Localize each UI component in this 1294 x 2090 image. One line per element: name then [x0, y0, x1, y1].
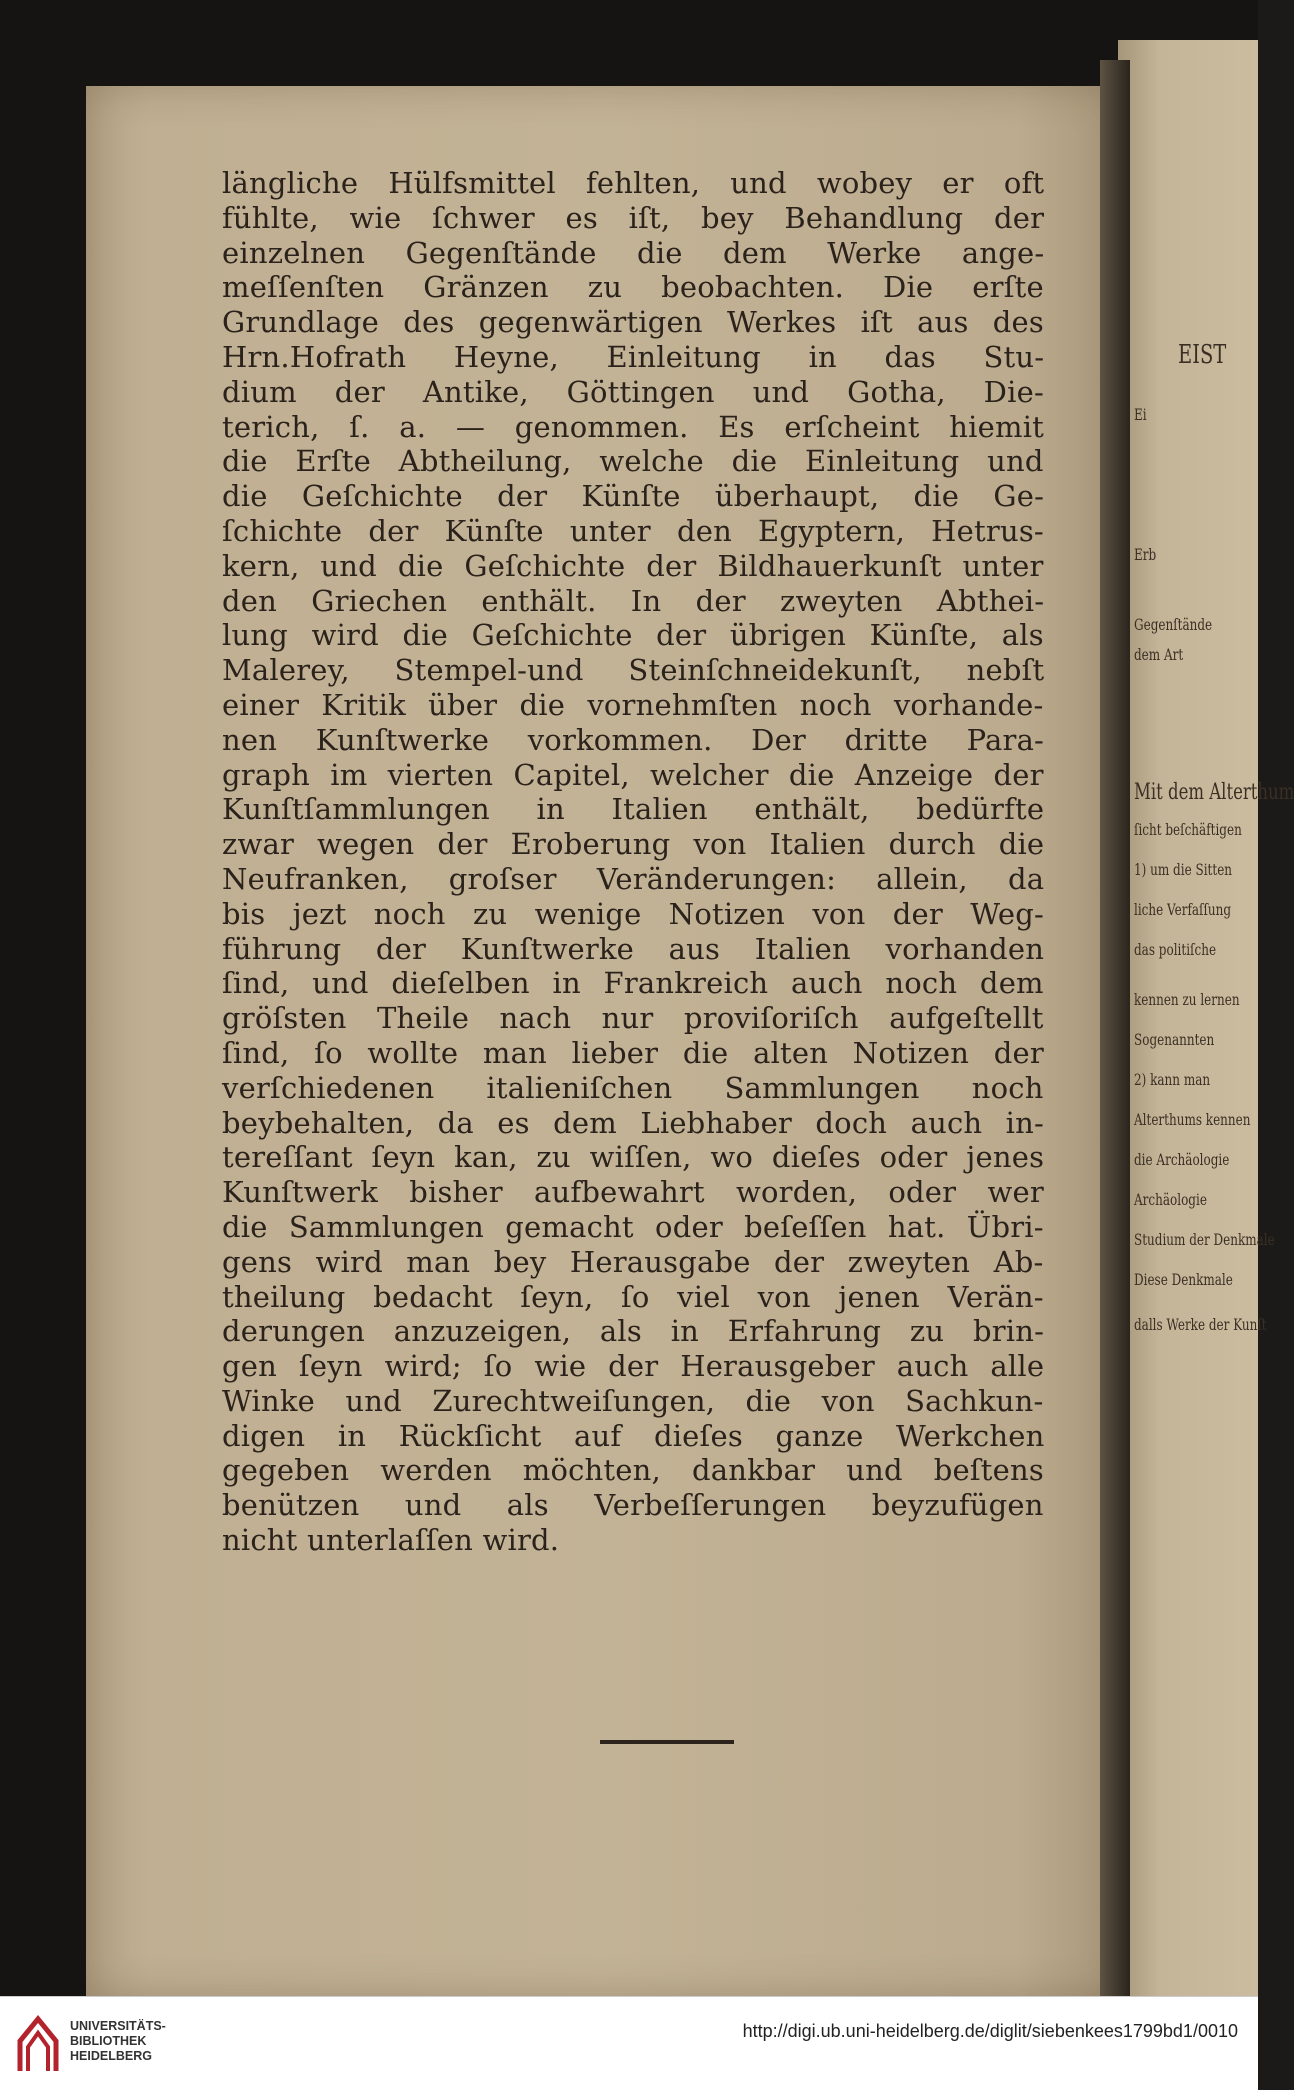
text-line: nen Kunſtwerke vorkommen. Der dritte Para- [222, 722, 1045, 757]
text-line: einzelnen Gegenſtände die dem Werke ange- [222, 235, 1045, 270]
text-line: kern, und die Geſchichte der Bildhauerkunſt unter [222, 548, 1044, 583]
text-line: dium der Antike, Göttingen und Gotha, Die- [222, 374, 1044, 409]
text-line: fühlte, wie ſchwer es iſt, bey Behandlung der [222, 200, 1045, 235]
text-line: derungen anzuzeigen, als in Erfahrung zu brin- [222, 1314, 1045, 1349]
adjacent-page-text-fragment: Alterthums kennen [1134, 1110, 1251, 1129]
logo-line-3: HEIDELBERG [70, 2049, 152, 2063]
text-line: terich, ſ. a. — genommen. Es erſcheint hiemit [222, 409, 1045, 444]
adjacent-page-text-fragment: Diese Denkmale [1134, 1270, 1233, 1289]
text-line: digen in Rückſicht auf dieſes ganze Werkchen [222, 1418, 1045, 1453]
adjacent-page-text-fragment: kennen zu lernen [1134, 990, 1240, 1009]
text-line: ſchichte der Künſte unter den Egyptern, Hetrus- [222, 513, 1044, 548]
text-line: ſind, und dieſelben in Frankreich auch noch dem [222, 966, 1044, 1001]
text-line: Hrn.Hofrath Heyne, Einleitung in das Stu- [222, 339, 1045, 374]
text-line: die Geſchichte der Künſte überhaupt, die Ge- [222, 479, 1045, 514]
text-line: Neufranken, groſser Veränderungen: allein, da [222, 861, 1045, 896]
book-gutter [1100, 60, 1130, 1996]
logo-line-2: BIBLIOTHEK [70, 2034, 147, 2048]
text-line: lung wird die Geſchichte der übrigen Künſte, als [222, 618, 1044, 653]
logo-line-1: UNIVERSITÄTS- [70, 2019, 166, 2033]
adjacent-page-text-fragment: Sogenannten [1134, 1030, 1215, 1049]
adjacent-page-text-fragment: EIST [1178, 340, 1227, 370]
text-line: gegeben werden möchten, dankbar und beſtens [222, 1453, 1044, 1488]
text-line: gröſsten Theile nach nur proviſoriſch aufgeſtellt [222, 1001, 1044, 1036]
text-line: graph im vierten Capitel, welcher die Anzeige der [222, 757, 1044, 792]
university-library-name [70, 2019, 166, 2064]
text-line: Kunſtwerk bisher aufbewahrt worden, oder wer [222, 1175, 1044, 1210]
text-line: die Sammlungen gemacht oder beſeſſen hat. Übri- [222, 1209, 1044, 1244]
adjacent-page-text-fragment: 1) um die Sitten [1134, 860, 1233, 879]
text-line: Grundlage des gegenwärtigen Werkes iſt aus des [222, 305, 1044, 340]
text-line: ſind, ſo wollte man lieber die alten Notizen der [222, 1035, 1044, 1070]
university-library-logo-icon [16, 2011, 60, 2075]
text-line: einer Kritik über die vornehmſten noch vorhande- [222, 687, 1044, 722]
adjacent-page-text-fragment: die Archäologie [1134, 1150, 1230, 1169]
text-line: benützen und als Verbeſſerungen beyzufügen [222, 1488, 1044, 1523]
adjacent-page-text-fragment: ſicht beſchäftigen [1134, 820, 1242, 839]
text-line: Kunſtſammlungen in Italien enthält, bedürfte [222, 792, 1045, 827]
adjacent-page-text-fragment: dalls Werke der Kunſt [1134, 1315, 1267, 1334]
text-line: den Griechen enthält. In der zweyten Abthei- [222, 583, 1045, 618]
text-line: nicht unterlaſſen wird. [222, 1523, 560, 1558]
text-line: die Erſte Abtheilung, welche die Einleitung und [222, 444, 1044, 479]
text-line: gen ſeyn wird; ſo wie der Herausgeber auch alle [222, 1349, 1045, 1384]
adjacent-page-text-fragment: dem Art [1134, 645, 1184, 664]
text-line: verſchiedenen italieniſchen Sammlungen noch [222, 1070, 1044, 1105]
text-line: tereſſant ſeyn kan, zu wiſſen, wo dieſes oder jenes [222, 1140, 1045, 1175]
text-line: beybehalten, da es dem Liebhaber doch auch in- [222, 1105, 1045, 1140]
adjacent-page-text-fragment: Mit dem Alterthum [1134, 780, 1294, 805]
text-line: zwar wegen der Eroberung von Italien durch die [222, 827, 1045, 862]
adjacent-page-text-fragment: 2) kann man [1134, 1070, 1211, 1089]
text-line: Winke und Zurechtweiſungen, die von Sachkun- [222, 1383, 1044, 1418]
end-of-section-rule [600, 1740, 734, 1744]
adjacent-page-text-fragment: das politiſche [1134, 940, 1217, 959]
permalink-url[interactable]: http://digi.ub.uni-heidelberg.de/diglit/siebenkees1799bd1/0010 [742, 2021, 1238, 2041]
adjacent-page-edge [1118, 40, 1294, 1996]
text-line: meſſenſten Gränzen zu beobachten. Die erſte [222, 270, 1044, 305]
adjacent-page-text-fragment: liche Verfaſſung [1134, 900, 1232, 919]
text-line: führung der Kunſtwerke aus Italien vorhanden [222, 931, 1045, 966]
page-body-text [222, 166, 1044, 1558]
adjacent-page-text-fragment: Erb [1134, 545, 1157, 564]
adjacent-page-text-fragment: Studium der Denkmale [1134, 1230, 1275, 1249]
text-line: gens wird man bey Herausgabe der zweyten Ab- [222, 1244, 1044, 1279]
adjacent-page-text-fragment: Ei [1134, 405, 1147, 424]
adjacent-page-text-fragment: Gegenſtände [1134, 615, 1213, 634]
text-line: Malerey, Stempel-und Steinſchneidekunſt, nebſt [222, 653, 1045, 688]
text-line: bis jezt noch zu wenige Notizen von der Weg- [222, 896, 1044, 931]
adjacent-page-text-fragment: Archäologie [1134, 1190, 1207, 1209]
text-line: längliche Hülfsmittel fehlten, und wobey er oft [222, 166, 1045, 200]
text-line: theilung bedacht ſeyn, ſo viel von jenen Verän- [222, 1279, 1044, 1314]
viewer-footer [0, 1996, 1258, 2090]
